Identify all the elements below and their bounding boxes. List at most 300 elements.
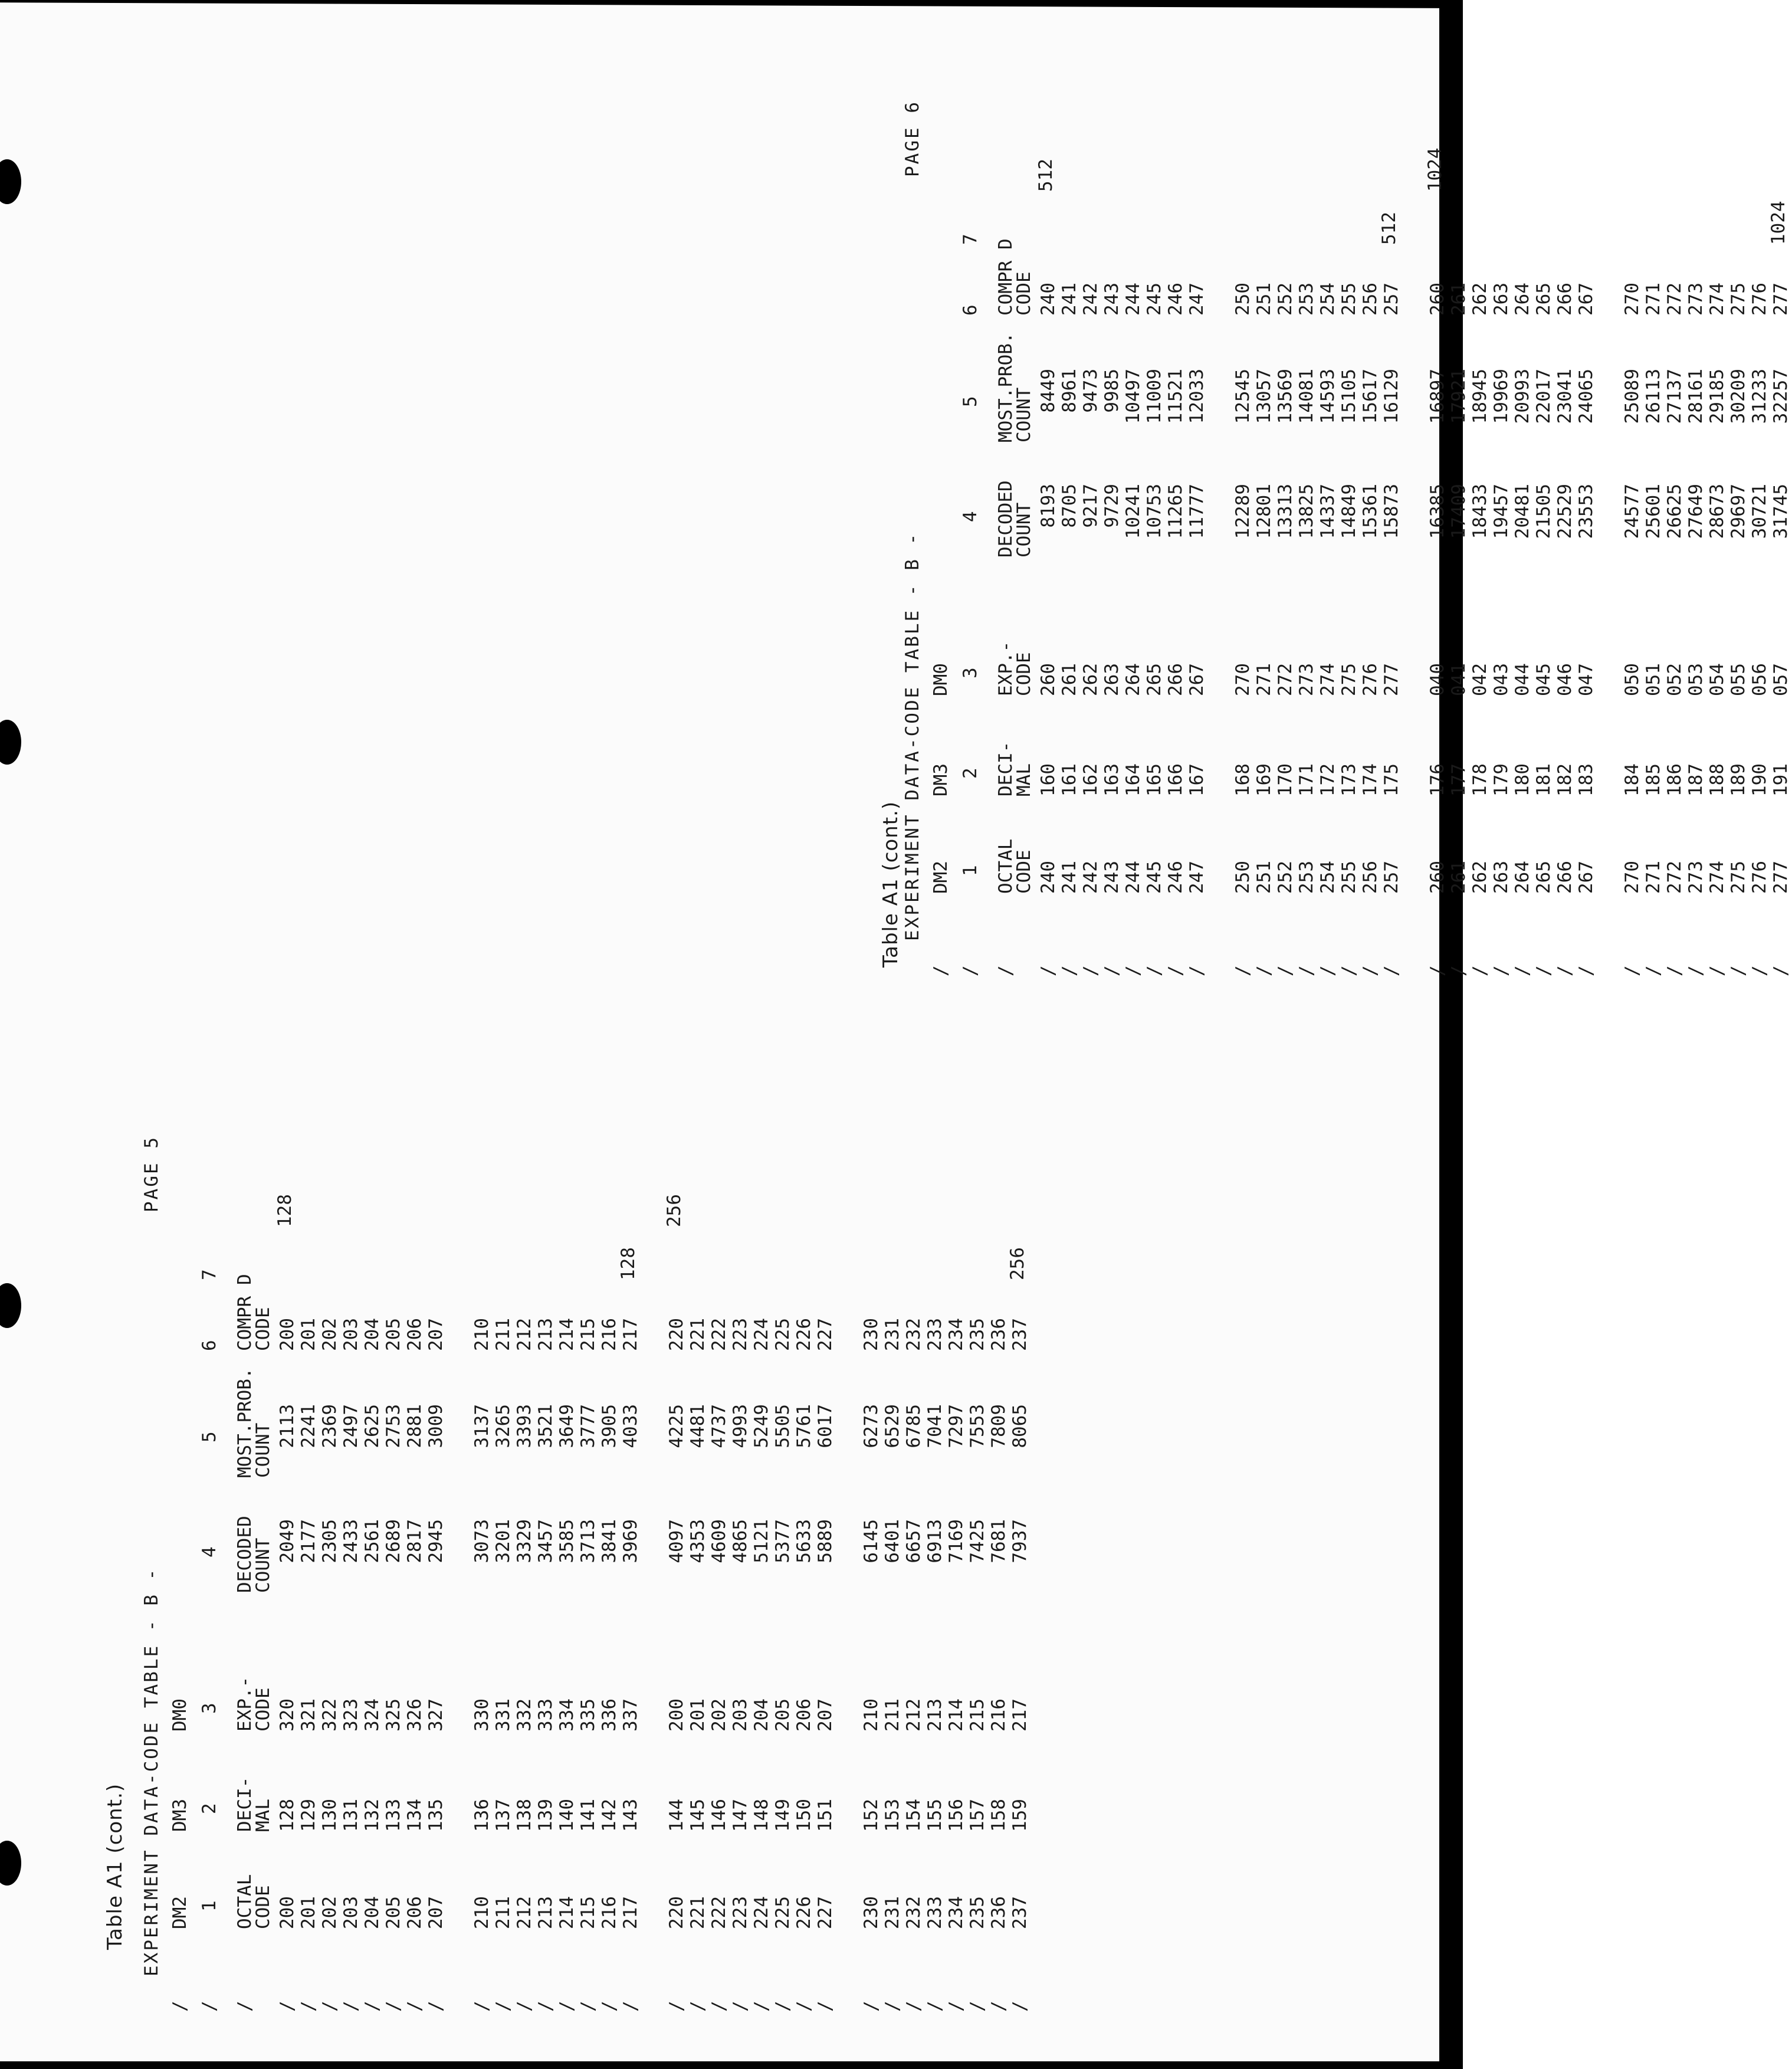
decimal-cell: 174 <box>1360 763 1381 796</box>
table-row <box>405 1127 426 2012</box>
dm-label: DM3 <box>930 763 951 796</box>
decimal-cell: 134 <box>404 1799 425 1832</box>
table-row <box>664 1127 688 2012</box>
most-prob-count-cell: 30209 <box>1728 369 1749 424</box>
most-prob-count-cell: 5505 <box>772 1404 793 1448</box>
dm-label: DM3 <box>169 1799 191 1832</box>
table-row <box>362 1127 383 2012</box>
octal-code-cell: 210 <box>471 1896 493 1929</box>
table-row <box>1449 91 1470 976</box>
dm-label: DM2 <box>169 1896 191 1929</box>
octal-code-cell: 270 <box>1622 861 1643 894</box>
decoded-count-cell: 10241 <box>1123 484 1144 539</box>
decimal-cell: 133 <box>383 1799 404 1832</box>
exp-code-cell: 334 <box>556 1699 577 1732</box>
decoded-count-cell: 2433 <box>340 1519 362 1563</box>
decimal-cell: 179 <box>1491 763 1512 796</box>
column-number: 6 <box>199 1340 220 1351</box>
decimal-cell: 162 <box>1080 763 1101 796</box>
decoded-count-cell: 3201 <box>493 1519 514 1563</box>
exp-code-cell: 276 <box>1360 663 1381 696</box>
column-number: 5 <box>960 396 981 407</box>
decoded-count-cell: 4609 <box>708 1519 730 1563</box>
decoded-count-cell: 10753 <box>1144 484 1165 539</box>
table-row-group <box>1035 91 1208 976</box>
octal-code-cell: 236 <box>988 1896 1009 1929</box>
decimal-cell: 191 <box>1770 763 1791 796</box>
decimal-cell: 140 <box>556 1799 577 1832</box>
group-spacer <box>447 1127 472 2012</box>
octal-code-cell: 205 <box>383 1896 404 1929</box>
table-row <box>341 1127 362 2012</box>
decimal-cell: 188 <box>1706 763 1728 796</box>
table-row <box>709 1127 730 2012</box>
row-slash: / <box>340 2001 362 2012</box>
compr-d-code-cell: 255 <box>1338 283 1360 316</box>
most-prob-count-cell: 2881 <box>404 1404 425 1448</box>
table-row <box>794 1127 815 2012</box>
most-prob-count-cell: 2369 <box>319 1404 340 1448</box>
table-row-group <box>1427 91 1597 976</box>
table-row <box>557 1127 578 2012</box>
table-row <box>1427 91 1449 976</box>
decoded-count-cell: 6145 <box>861 1519 882 1563</box>
row-slash: / <box>298 2001 319 2012</box>
exp-code-cell: 322 <box>319 1699 340 1732</box>
exp-code-cell: 212 <box>903 1699 924 1732</box>
exp-code-cell: 050 <box>1622 663 1643 696</box>
row-slash: / <box>535 2001 556 2012</box>
most-prob-count-cell: 9985 <box>1101 369 1123 413</box>
most-prob-count-cell: 3649 <box>556 1404 577 1448</box>
table-row <box>773 1127 794 2012</box>
exp-code-cell: 210 <box>861 1699 882 1732</box>
decimal-cell: 159 <box>1009 1799 1030 1832</box>
row-slash: / <box>666 2001 687 2012</box>
column-number-row <box>960 91 997 976</box>
compr-d-code-cell: 234 <box>946 1318 967 1351</box>
exp-code-cell: 204 <box>751 1699 772 1732</box>
decimal-cell: 160 <box>1038 763 1059 796</box>
compr-d-code-cell: 241 <box>1059 283 1080 316</box>
decoded-count-cell: 2817 <box>404 1519 425 1563</box>
decoded-count-cell: 7937 <box>1009 1519 1030 1563</box>
table-row-group <box>861 1127 1031 2012</box>
compr-d-code-cell: 247 <box>1186 283 1207 316</box>
most-prob-count-cell: 4737 <box>708 1404 730 1448</box>
row-slash: / <box>1009 2001 1030 2012</box>
table-row <box>1728 91 1750 976</box>
range-marker: 512 <box>1035 159 1056 192</box>
exp-code-cell: 332 <box>514 1699 535 1732</box>
compr-d-code-cell: 272 <box>1664 283 1685 316</box>
decoded-count-cell: 30721 <box>1749 484 1770 539</box>
decimal-cell: 172 <box>1317 763 1338 796</box>
exp-code-cell: 264 <box>1123 663 1144 696</box>
table-row <box>1576 91 1597 976</box>
decoded-count-cell: 6401 <box>882 1519 903 1563</box>
exp-code-cell: 055 <box>1728 663 1749 696</box>
table-title: EXPERIMENT DATA-CODE TABLE - B - <box>902 532 923 941</box>
most-prob-count-cell: 2625 <box>362 1404 383 1448</box>
column-number: 1 <box>960 865 981 876</box>
row-slash: / <box>471 2001 493 2012</box>
compr-d-code-cell: 212 <box>514 1318 535 1351</box>
octal-code-cell: 214 <box>556 1896 577 1929</box>
row-slash: / <box>577 2001 599 2012</box>
octal-code-cell: 240 <box>1038 861 1059 894</box>
exp-code-cell: 336 <box>599 1699 620 1732</box>
decoded-count-cell: 4097 <box>666 1519 687 1563</box>
decoded-count-cell: 5633 <box>793 1519 815 1563</box>
decoded-count-cell: 12289 <box>1232 484 1253 539</box>
decimal-cell: 167 <box>1186 763 1207 796</box>
table-row <box>298 1127 320 2012</box>
compr-d-code-cell: 233 <box>924 1318 946 1351</box>
row-slash: / <box>514 2001 535 2012</box>
decimal-cell: 153 <box>882 1799 903 1832</box>
decimal-cell: 156 <box>946 1799 967 1832</box>
decimal-cell: 178 <box>1469 763 1491 796</box>
exp-code-cell: 056 <box>1749 663 1770 696</box>
table-row <box>1339 91 1360 976</box>
decoded-count-cell: 7169 <box>946 1519 967 1563</box>
compr-d-code-cell: 261 <box>1448 283 1469 316</box>
exp-code-cell: 044 <box>1512 663 1533 696</box>
decoded-count-cell: 21505 <box>1533 484 1554 539</box>
compr-d-code-cell: 214 <box>556 1318 577 1351</box>
decimal-cell: 141 <box>577 1799 599 1832</box>
exp-code-cell: 203 <box>730 1699 751 1732</box>
decoded-count-cell: 3585 <box>556 1519 577 1563</box>
exp-code-cell: 333 <box>535 1699 556 1732</box>
decoded-count-cell: 15873 <box>1381 484 1402 539</box>
compr-d-code-cell: 226 <box>793 1318 815 1351</box>
compr-d-code-cell: 231 <box>882 1318 903 1351</box>
most-prob-count-cell: 24065 <box>1576 369 1597 424</box>
column-number: 2 <box>199 1803 220 1814</box>
exp-code-cell: 331 <box>493 1699 514 1732</box>
compr-d-code-cell: 256 <box>1360 283 1381 316</box>
range-marker: 256 <box>664 1194 685 1227</box>
row-slash: / <box>234 2001 255 2012</box>
table-row-group <box>274 1127 447 2012</box>
most-prob-count-cell: 14081 <box>1296 369 1317 424</box>
scan-edge-bottom <box>0 2061 1463 2069</box>
table-row <box>1035 91 1059 976</box>
exp-code-cell: 045 <box>1533 663 1554 696</box>
table-row <box>536 1127 557 2012</box>
decimal-cell: 182 <box>1554 763 1576 796</box>
compr-d-code-cell: 274 <box>1706 283 1728 316</box>
most-prob-count-cell: 16897 <box>1427 369 1448 424</box>
row-slash: / <box>1381 965 1402 976</box>
table-row <box>1512 91 1534 976</box>
table-row <box>578 1127 599 2012</box>
decoded-count-cell: 25601 <box>1643 484 1664 539</box>
group-spacer <box>836 1127 861 2012</box>
row-slash: / <box>1080 965 1101 976</box>
most-prob-count-cell: 12033 <box>1186 369 1207 424</box>
most-prob-count-cell: 7553 <box>967 1404 988 1448</box>
exp-code-cell: 216 <box>988 1699 1009 1732</box>
octal-code-cell: 225 <box>772 1896 793 1929</box>
octal-code-cell: 273 <box>1685 861 1706 894</box>
decoded-count-cell: 6913 <box>924 1519 946 1563</box>
table-row <box>1768 91 1792 976</box>
octal-code-cell: 200 <box>277 1896 298 1929</box>
octal-code-cell: 223 <box>730 1896 751 1929</box>
exp-code-cell: 274 <box>1317 663 1338 696</box>
octal-code-cell: 260 <box>1427 861 1448 894</box>
table-row <box>1166 91 1187 976</box>
exp-code-cell: 202 <box>708 1699 730 1732</box>
compr-d-code-cell: 276 <box>1749 283 1770 316</box>
exp-code-cell: 270 <box>1232 663 1253 696</box>
octal-code-cell: 227 <box>815 1896 836 1929</box>
row-slash: / <box>383 2001 404 2012</box>
decoded-count-cell: 9217 <box>1080 484 1101 528</box>
compr-d-code-cell: 254 <box>1317 283 1338 316</box>
table-row <box>1081 91 1102 976</box>
decimal-cell: 183 <box>1576 763 1597 796</box>
row-slash: / <box>1512 965 1533 976</box>
compr-d-code-cell: 220 <box>666 1318 687 1351</box>
exp-code-cell: 207 <box>815 1699 836 1732</box>
table-row <box>1643 91 1665 976</box>
column-number: 7 <box>960 234 981 245</box>
decimal-cell: 184 <box>1622 763 1643 796</box>
table-row-group <box>472 1127 642 2012</box>
compr-d-code-cell: 215 <box>577 1318 599 1351</box>
most-prob-count-cell: 11009 <box>1144 369 1165 424</box>
data-code-table-page-5 <box>142 1127 1031 2012</box>
header-decoded-count: DECODED COUNT <box>995 480 1035 558</box>
decimal-cell: 144 <box>666 1799 687 1832</box>
column-header-row <box>997 91 1038 976</box>
octal-code-cell: 212 <box>514 1896 535 1929</box>
range-marker: 1024 <box>1425 147 1446 192</box>
octal-code-cell: 252 <box>1275 861 1296 894</box>
exp-code-cell: 057 <box>1770 663 1791 696</box>
decimal-cell: 176 <box>1427 763 1448 796</box>
exp-code-cell: 261 <box>1059 663 1080 696</box>
compr-d-code-cell: 217 <box>620 1318 641 1351</box>
most-prob-count-cell: 3521 <box>535 1404 556 1448</box>
exp-code-cell: 040 <box>1427 663 1448 696</box>
row-slash: / <box>425 2001 447 2012</box>
decoded-count-cell: 2305 <box>319 1519 340 1563</box>
row-slash: / <box>277 2001 298 2012</box>
exp-code-cell: 041 <box>1448 663 1469 696</box>
table-row <box>493 1127 514 2012</box>
octal-code-cell: 204 <box>362 1896 383 1929</box>
table-row <box>967 1127 989 2012</box>
decoded-count-cell: 3457 <box>535 1519 556 1563</box>
row-slash: / <box>793 2001 815 2012</box>
row-slash: / <box>1685 965 1706 976</box>
decoded-count-cell: 20481 <box>1512 484 1533 539</box>
row-slash: / <box>556 2001 577 2012</box>
decimal-cell: 130 <box>319 1799 340 1832</box>
most-prob-count-cell: 25089 <box>1622 369 1643 424</box>
most-prob-count-cell: 22017 <box>1533 369 1554 424</box>
octal-code-cell: 254 <box>1317 861 1338 894</box>
table-row <box>514 1127 536 2012</box>
octal-code-cell: 226 <box>793 1896 815 1929</box>
decoded-count-cell: 3841 <box>599 1519 620 1563</box>
table-row-group <box>1622 91 1792 976</box>
table-row <box>1233 91 1254 976</box>
table-row <box>1144 91 1166 976</box>
compr-d-code-cell: 203 <box>340 1318 362 1351</box>
most-prob-count-cell: 3393 <box>514 1404 535 1448</box>
exp-code-cell: 321 <box>298 1699 319 1732</box>
decimal-cell: 136 <box>471 1799 493 1832</box>
octal-code-cell: 271 <box>1643 861 1664 894</box>
range-marker: 128 <box>618 1247 639 1280</box>
octal-code-cell: 272 <box>1664 861 1685 894</box>
octal-code-cell: 251 <box>1253 861 1275 894</box>
table-caption: Table A1 (cont.) <box>103 1783 127 1950</box>
compr-d-code-cell: 245 <box>1144 283 1165 316</box>
table-row <box>815 1127 836 2012</box>
dm-row <box>170 1127 199 2012</box>
exp-code-cell: 052 <box>1664 663 1685 696</box>
octal-code-cell: 220 <box>666 1896 687 1929</box>
row-slash: / <box>1232 965 1253 976</box>
compr-d-code-cell: 242 <box>1080 283 1101 316</box>
decimal-cell: 169 <box>1253 763 1275 796</box>
compr-d-code-cell: 213 <box>535 1318 556 1351</box>
decimal-cell: 165 <box>1144 763 1165 796</box>
most-prob-count-cell: 20993 <box>1512 369 1533 424</box>
table-row <box>925 1127 946 2012</box>
decimal-cell: 175 <box>1381 763 1402 796</box>
exp-code-cell: 201 <box>687 1699 708 1732</box>
exp-code-cell: 047 <box>1576 663 1597 696</box>
octal-code-cell: 245 <box>1144 861 1165 894</box>
row-slash: / <box>1770 965 1791 976</box>
row-slash: / <box>1749 965 1770 976</box>
table-row <box>472 1127 493 2012</box>
octal-code-cell: 202 <box>319 1896 340 1929</box>
row-slash: / <box>924 2001 946 2012</box>
row-slash: / <box>319 2001 340 2012</box>
compr-d-code-cell: 265 <box>1533 283 1554 316</box>
octal-code-cell: 256 <box>1360 861 1381 894</box>
exp-code-cell: 277 <box>1381 663 1402 696</box>
decoded-count-cell: 15361 <box>1360 484 1381 539</box>
compr-d-code-cell: 237 <box>1009 1318 1030 1351</box>
decoded-count-cell: 31745 <box>1770 484 1791 539</box>
exp-code-cell: 325 <box>383 1699 404 1732</box>
decimal-cell: 151 <box>815 1799 836 1832</box>
decoded-count-cell: 6657 <box>903 1519 924 1563</box>
most-prob-count-cell: 2753 <box>383 1404 404 1448</box>
exp-code-cell: 206 <box>793 1699 815 1732</box>
octal-code-cell: 261 <box>1448 861 1469 894</box>
exp-code-cell: 211 <box>882 1699 903 1732</box>
most-prob-count-cell: 14593 <box>1317 369 1338 424</box>
compr-d-code-cell: 211 <box>493 1318 514 1351</box>
compr-d-code-cell: 250 <box>1232 283 1253 316</box>
decoded-count-cell: 3329 <box>514 1519 535 1563</box>
header-exp-code: EXP.- CODE <box>234 1676 274 1732</box>
dm-row <box>931 91 960 976</box>
decoded-count-cell: 2561 <box>362 1519 383 1563</box>
header-octal-code: OCTAL CODE <box>995 838 1035 894</box>
most-prob-count-cell: 6017 <box>815 1404 836 1448</box>
most-prob-count-cell: 2241 <box>298 1404 319 1448</box>
table-caption: Table A1 (cont.) <box>879 801 902 968</box>
column-number: 3 <box>960 667 981 678</box>
decimal-cell: 145 <box>687 1799 708 1832</box>
octal-code-cell: 264 <box>1512 861 1533 894</box>
row-slash: / <box>1059 965 1080 976</box>
most-prob-count-cell: 4033 <box>620 1404 641 1448</box>
most-prob-count-cell: 3905 <box>599 1404 620 1448</box>
compr-d-code-cell: 275 <box>1728 283 1749 316</box>
decoded-count-cell: 3713 <box>577 1519 599 1563</box>
column-number: 5 <box>199 1431 220 1442</box>
header-exp-code: EXP.- CODE <box>995 641 1035 696</box>
decimal-cell: 154 <box>903 1799 924 1832</box>
octal-code-cell: 230 <box>861 1896 882 1929</box>
row-slash: / <box>1038 965 1059 976</box>
octal-code-cell: 232 <box>903 1896 924 1929</box>
compr-d-code-cell: 205 <box>383 1318 404 1351</box>
compr-d-code-cell: 207 <box>425 1318 447 1351</box>
column-header-row <box>236 1127 277 2012</box>
row-slash: / <box>960 965 981 976</box>
octal-code-cell: 263 <box>1491 861 1512 894</box>
compr-d-code-cell: 210 <box>471 1318 493 1351</box>
most-prob-count-cell: 10497 <box>1123 369 1144 424</box>
most-prob-count-cell: 32257 <box>1770 369 1791 424</box>
column-number: 2 <box>960 768 981 779</box>
compr-d-code-cell: 271 <box>1643 283 1664 316</box>
row-slash: / <box>1427 965 1448 976</box>
most-prob-count-cell: 5249 <box>751 1404 772 1448</box>
octal-code-cell: 231 <box>882 1896 903 1929</box>
row-slash: / <box>995 965 1016 976</box>
row-slash: / <box>1664 965 1685 976</box>
octal-code-cell: 274 <box>1706 861 1728 894</box>
decimal-cell: 166 <box>1165 763 1186 796</box>
decimal-cell: 158 <box>988 1799 1009 1832</box>
exp-code-cell: 265 <box>1144 663 1165 696</box>
octal-code-cell: 211 <box>493 1896 514 1929</box>
row-slash: / <box>1448 965 1469 976</box>
decimal-cell: 173 <box>1338 763 1360 796</box>
compr-d-code-cell: 223 <box>730 1318 751 1351</box>
decimal-cell: 131 <box>340 1799 362 1832</box>
decimal-cell: 142 <box>599 1799 620 1832</box>
row-slash: / <box>815 2001 836 2012</box>
row-slash: / <box>861 2001 882 2012</box>
row-slash: / <box>903 2001 924 2012</box>
compr-d-code-cell: 240 <box>1038 283 1059 316</box>
octal-code-cell: 203 <box>340 1896 362 1929</box>
compr-d-code-cell: 251 <box>1253 283 1275 316</box>
column-number: 3 <box>199 1703 220 1714</box>
decimal-cell: 157 <box>967 1799 988 1832</box>
decoded-count-cell: 7425 <box>967 1519 988 1563</box>
compr-d-code-cell: 267 <box>1576 283 1597 316</box>
range-marker: 256 <box>1007 1247 1028 1280</box>
decimal-cell: 152 <box>861 1799 882 1832</box>
